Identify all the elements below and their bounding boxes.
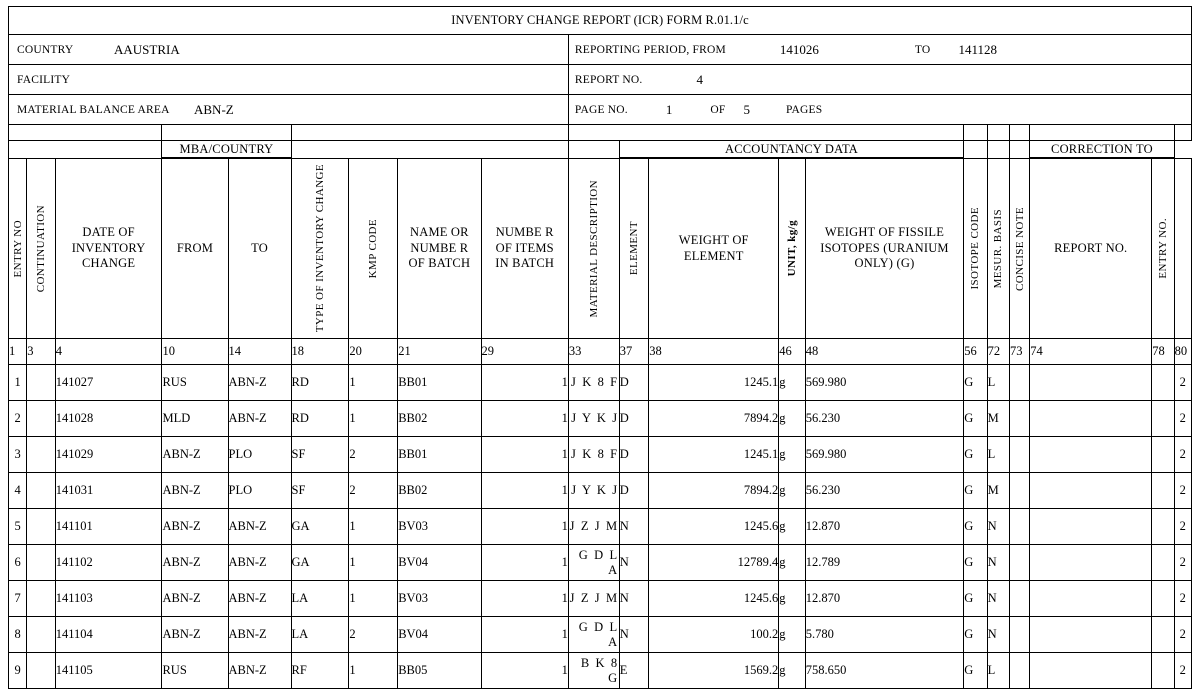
report-no-value[interactable]: 4 xyxy=(696,71,703,87)
form-header-table xyxy=(8,6,1192,125)
row-measurement-basis: N xyxy=(987,509,1009,545)
row-isotope-code: G xyxy=(964,545,987,581)
row-to: PLO xyxy=(228,437,291,473)
row-entry-no: 6 xyxy=(9,545,27,581)
col-name-or-number-of-batch: NAME OR NUMBE R OF BATCH xyxy=(398,159,481,339)
row-date: 141104 xyxy=(55,617,162,653)
row-from: ABN-Z xyxy=(162,581,228,617)
col-measurement-basis: MESUR. BASIS xyxy=(987,159,1009,339)
col-weight-of-fissile-isotopes: WEIGHT OF FISSILE ISOTOPES (URANIUM ONLY) (G) xyxy=(805,159,964,339)
row-from: RUS xyxy=(162,653,228,689)
row-type: GA xyxy=(291,545,349,581)
colnum-14: 14 xyxy=(228,339,291,365)
country-value[interactable]: AAUSTRIA xyxy=(114,41,180,57)
row-correction-report-no xyxy=(1030,545,1152,581)
colnum-4: 4 xyxy=(55,339,162,365)
row-isotope-code: G xyxy=(964,401,987,437)
row-entry-no: 3 xyxy=(9,437,27,473)
table-row[interactable] xyxy=(9,653,1192,689)
row-to: ABN-Z xyxy=(228,545,291,581)
spacer-row xyxy=(9,125,1192,141)
page-no-cell xyxy=(568,95,1191,125)
row-date: 141031 xyxy=(55,473,162,509)
row-from: ABN-Z xyxy=(162,473,228,509)
row-weight-of-element: 1245.6 xyxy=(649,581,779,617)
report-no-cell xyxy=(568,65,1191,95)
col-from: FROM xyxy=(162,159,228,339)
facility-cell xyxy=(9,65,569,95)
reporting-period-to-value[interactable]: 141128 xyxy=(958,41,997,57)
row-correction-report-no xyxy=(1030,365,1152,401)
row-isotope-code: G xyxy=(964,365,987,401)
row-unit: g xyxy=(779,509,805,545)
table-body xyxy=(9,365,1192,689)
row-material-description: J Z J M xyxy=(568,581,619,617)
row-material-description: J Y K J xyxy=(568,401,619,437)
row-weight-of-element: 7894.2 xyxy=(649,473,779,509)
row-element: N xyxy=(619,581,648,617)
row-type: LA xyxy=(291,581,349,617)
title-row xyxy=(9,7,1192,35)
row-measurement-basis: L xyxy=(987,653,1009,689)
row-weight-of-element: 1245.6 xyxy=(649,509,779,545)
row-isotope-code: G xyxy=(964,617,987,653)
col-kmp-code: KMP CODE xyxy=(349,159,398,339)
row-element: E xyxy=(619,653,648,689)
col-entry-no: ENTRY NO xyxy=(9,159,27,339)
row-entry-no: 5 xyxy=(9,509,27,545)
row-material-description: J Z J M xyxy=(568,509,619,545)
row-correction-report-no xyxy=(1030,401,1152,437)
row-material-description: J K 8 F xyxy=(568,437,619,473)
row-measurement-basis: N xyxy=(987,617,1009,653)
row-date: 141103 xyxy=(55,581,162,617)
icr-data-table xyxy=(8,124,1192,689)
row-material-description: B K 8 G xyxy=(568,653,619,689)
facility-label: FACILITY xyxy=(17,73,71,86)
row-to: ABN-Z xyxy=(228,581,291,617)
row-fissile-weight: 758.650 xyxy=(805,653,964,689)
row-correction-report-no xyxy=(1030,473,1152,509)
row-unit: g xyxy=(779,653,805,689)
reporting-period-cell xyxy=(568,35,1191,65)
row-from: RUS xyxy=(162,365,228,401)
colnum-18: 18 xyxy=(291,339,349,365)
colnum-46: 46 xyxy=(779,339,805,365)
row-correction-entry-no xyxy=(1152,653,1174,689)
row-items: 1 xyxy=(481,365,568,401)
row-correction-report-no xyxy=(1030,617,1152,653)
row-material-description: J Y K J xyxy=(568,473,619,509)
row-isotope-code: G xyxy=(964,581,987,617)
row-correction-entry-no xyxy=(1152,365,1174,401)
col-continuation: CONTINUATION xyxy=(27,159,55,339)
row-weight-of-element: 12789.4 xyxy=(649,545,779,581)
col-correction-entry-no: ENTRY NO. xyxy=(1152,159,1174,339)
row-from: ABN-Z xyxy=(162,437,228,473)
row-items: 1 xyxy=(481,401,568,437)
row-concise-note xyxy=(1009,509,1029,545)
country-period-row xyxy=(9,35,1192,65)
row-continuation xyxy=(27,365,55,401)
row-kmp-code: 1 xyxy=(349,401,398,437)
col-material-description: MATERIAL DESCRIPTION xyxy=(568,159,619,339)
row-correction-entry-no xyxy=(1152,401,1174,437)
row-fissile-weight: 12.789 xyxy=(805,545,964,581)
row-type: RD xyxy=(291,365,349,401)
row-isotope-code: G xyxy=(964,437,987,473)
group-accountancy-data: ACCOUNTANCY DATA xyxy=(619,141,964,158)
row-unit: g xyxy=(779,545,805,581)
colnum-72: 72 xyxy=(987,339,1009,365)
row-batch: BV03 xyxy=(398,509,481,545)
row-to: ABN-Z xyxy=(228,401,291,437)
table-row[interactable] xyxy=(9,437,1192,473)
row-kmp-code: 1 xyxy=(349,653,398,689)
colnum-3: 3 xyxy=(27,339,55,365)
row-entry-no: 2 xyxy=(9,401,27,437)
row-continuation xyxy=(27,653,55,689)
row-material-description: J K 8 F xyxy=(568,365,619,401)
row-batch: BB01 xyxy=(398,365,481,401)
row-items: 1 xyxy=(481,509,568,545)
row-spare: 2 xyxy=(1174,653,1191,689)
row-spare: 2 xyxy=(1174,365,1191,401)
row-batch: BB02 xyxy=(398,401,481,437)
row-kmp-code: 1 xyxy=(349,581,398,617)
colnum-33: 33 xyxy=(568,339,619,365)
row-element: D xyxy=(619,401,648,437)
colnum-48: 48 xyxy=(805,339,964,365)
row-element: D xyxy=(619,365,648,401)
row-fissile-weight: 5.780 xyxy=(805,617,964,653)
row-correction-entry-no xyxy=(1152,617,1174,653)
colnum-73: 73 xyxy=(1009,339,1029,365)
row-element: N xyxy=(619,545,648,581)
pages-label: PAGES xyxy=(785,103,823,116)
row-measurement-basis: M xyxy=(987,401,1009,437)
row-batch: BB01 xyxy=(398,437,481,473)
row-to: PLO xyxy=(228,473,291,509)
colnum-80: 80 xyxy=(1174,339,1191,365)
row-unit: g xyxy=(779,401,805,437)
row-items: 1 xyxy=(481,581,568,617)
row-batch: BV04 xyxy=(398,617,481,653)
row-type: RD xyxy=(291,401,349,437)
table-row[interactable] xyxy=(9,365,1192,401)
row-kmp-code: 2 xyxy=(349,473,398,509)
colnum-1: 1 xyxy=(9,339,27,365)
row-batch: BV03 xyxy=(398,581,481,617)
row-correction-report-no xyxy=(1030,437,1152,473)
row-entry-no: 7 xyxy=(9,581,27,617)
row-material-description: G D L A xyxy=(568,617,619,653)
row-correction-entry-no xyxy=(1152,581,1174,617)
row-entry-no: 4 xyxy=(9,473,27,509)
col-spare xyxy=(1174,159,1191,339)
row-date: 141101 xyxy=(55,509,162,545)
table-row[interactable] xyxy=(9,509,1192,545)
row-continuation xyxy=(27,545,55,581)
country-cell xyxy=(9,35,569,65)
table-row[interactable] xyxy=(9,545,1192,581)
row-concise-note xyxy=(1009,473,1029,509)
row-from: ABN-Z xyxy=(162,545,228,581)
row-correction-report-no xyxy=(1030,509,1152,545)
table-row[interactable] xyxy=(9,617,1192,653)
mba-value[interactable]: ABN-Z xyxy=(194,101,234,117)
mba-label: MATERIAL BALANCE AREA xyxy=(17,103,170,116)
row-from: ABN-Z xyxy=(162,509,228,545)
row-correction-report-no xyxy=(1030,653,1152,689)
reporting-period-label: REPORTING PERIOD, FROM xyxy=(574,43,726,56)
row-continuation xyxy=(27,509,55,545)
facility-reportno-row xyxy=(9,65,1192,95)
row-spare: 2 xyxy=(1174,509,1191,545)
row-fissile-weight: 56.230 xyxy=(805,473,964,509)
row-date: 141028 xyxy=(55,401,162,437)
page-no-value[interactable]: 1 xyxy=(665,101,673,117)
row-measurement-basis: N xyxy=(987,581,1009,617)
row-unit: g xyxy=(779,473,805,509)
row-material-description: G D L A xyxy=(568,545,619,581)
row-date: 141102 xyxy=(55,545,162,581)
colnum-74: 74 xyxy=(1030,339,1152,365)
row-concise-note xyxy=(1009,437,1029,473)
mba-cell xyxy=(9,95,569,125)
row-items: 1 xyxy=(481,653,568,689)
table-row[interactable] xyxy=(9,401,1192,437)
row-element: D xyxy=(619,473,648,509)
row-measurement-basis: L xyxy=(987,365,1009,401)
row-unit: g xyxy=(779,581,805,617)
row-measurement-basis: M xyxy=(987,473,1009,509)
table-row[interactable] xyxy=(9,581,1192,617)
col-unit: UNIT, kg/g xyxy=(779,159,805,339)
row-element: D xyxy=(619,437,648,473)
row-correction-entry-no xyxy=(1152,509,1174,545)
row-element: N xyxy=(619,509,648,545)
country-label: COUNTRY xyxy=(17,43,74,56)
table-row[interactable] xyxy=(9,473,1192,509)
group-header-row xyxy=(9,141,1192,158)
row-batch: BB02 xyxy=(398,473,481,509)
colnum-37: 37 xyxy=(619,339,648,365)
row-fissile-weight: 569.980 xyxy=(805,365,964,401)
mba-pageno-row xyxy=(9,95,1192,125)
column-header-row xyxy=(9,159,1192,339)
row-weight-of-element: 1245.1 xyxy=(649,365,779,401)
row-continuation xyxy=(27,581,55,617)
row-fissile-weight: 12.870 xyxy=(805,509,964,545)
row-concise-note xyxy=(1009,401,1029,437)
row-correction-entry-no xyxy=(1152,437,1174,473)
col-type-of-inventory-change: TYPE OF INVENTORY CHANGE xyxy=(291,159,349,339)
row-measurement-basis: L xyxy=(987,437,1009,473)
colnum-20: 20 xyxy=(349,339,398,365)
group-mba-country: MBA/COUNTRY xyxy=(162,141,291,158)
col-isotope-code: ISOTOPE CODE xyxy=(964,159,987,339)
col-concise-note: CONCISE NOTE xyxy=(1009,159,1029,339)
colnum-56: 56 xyxy=(964,339,987,365)
row-kmp-code: 1 xyxy=(349,365,398,401)
col-to: TO xyxy=(228,159,291,339)
row-concise-note xyxy=(1009,581,1029,617)
colnum-29: 29 xyxy=(481,339,568,365)
row-date: 141029 xyxy=(55,437,162,473)
row-from: ABN-Z xyxy=(162,617,228,653)
row-entry-no: 1 xyxy=(9,365,27,401)
row-spare: 2 xyxy=(1174,581,1191,617)
row-to: ABN-Z xyxy=(228,365,291,401)
row-correction-report-no xyxy=(1030,581,1152,617)
row-to: ABN-Z xyxy=(228,617,291,653)
row-element: N xyxy=(619,617,648,653)
row-fissile-weight: 12.870 xyxy=(805,581,964,617)
row-unit: g xyxy=(779,437,805,473)
row-continuation xyxy=(27,401,55,437)
row-fissile-weight: 56.230 xyxy=(805,401,964,437)
col-number-of-items-in-batch: NUMBE R OF ITEMS IN BATCH xyxy=(481,159,568,339)
colnum-78: 78 xyxy=(1152,339,1174,365)
row-concise-note xyxy=(1009,617,1029,653)
row-concise-note xyxy=(1009,653,1029,689)
column-number-row xyxy=(9,339,1192,365)
group-correction-to: CORRECTION TO xyxy=(1030,141,1174,158)
row-type: GA xyxy=(291,509,349,545)
row-batch: BV04 xyxy=(398,545,481,581)
colnum-38: 38 xyxy=(649,339,779,365)
row-kmp-code: 1 xyxy=(349,509,398,545)
row-concise-note xyxy=(1009,545,1029,581)
row-from: MLD xyxy=(162,401,228,437)
row-continuation xyxy=(27,473,55,509)
row-spare: 2 xyxy=(1174,545,1191,581)
row-type: SF xyxy=(291,473,349,509)
row-weight-of-element: 100.2 xyxy=(649,617,779,653)
col-element: ELEMENT xyxy=(619,159,648,339)
row-weight-of-element: 1569.2 xyxy=(649,653,779,689)
row-unit: g xyxy=(779,365,805,401)
col-date-of-inventory-change: DATE OF INVENTORY CHANGE xyxy=(55,159,162,339)
row-batch: BB05 xyxy=(398,653,481,689)
row-correction-entry-no xyxy=(1152,545,1174,581)
row-items: 1 xyxy=(481,545,568,581)
reporting-period-to-label: TO xyxy=(914,43,931,56)
row-spare: 2 xyxy=(1174,473,1191,509)
row-items: 1 xyxy=(481,437,568,473)
col-correction-report-no: REPORT NO. xyxy=(1030,159,1152,339)
row-spare: 2 xyxy=(1174,617,1191,653)
row-fissile-weight: 569.980 xyxy=(805,437,964,473)
row-items: 1 xyxy=(481,617,568,653)
row-items: 1 xyxy=(481,473,568,509)
row-isotope-code: G xyxy=(964,473,987,509)
row-spare: 2 xyxy=(1174,437,1191,473)
of-label: OF xyxy=(710,103,726,116)
row-entry-no: 8 xyxy=(9,617,27,653)
row-date: 141105 xyxy=(55,653,162,689)
report-no-label: REPORT NO. xyxy=(574,73,643,86)
page-total-value[interactable]: 5 xyxy=(743,101,750,117)
row-weight-of-element: 1245.1 xyxy=(649,437,779,473)
row-isotope-code: G xyxy=(964,509,987,545)
row-entry-no: 9 xyxy=(9,653,27,689)
row-to: ABN-Z xyxy=(228,653,291,689)
page-no-label: PAGE NO. xyxy=(574,103,628,116)
row-type: RF xyxy=(291,653,349,689)
row-continuation xyxy=(27,437,55,473)
row-kmp-code: 2 xyxy=(349,617,398,653)
reporting-period-from-value[interactable]: 141026 xyxy=(779,41,819,57)
row-date: 141027 xyxy=(55,365,162,401)
form-title: INVENTORY CHANGE REPORT (ICR) FORM R.01.1/c xyxy=(9,7,1192,35)
row-kmp-code: 2 xyxy=(349,437,398,473)
row-type: SF xyxy=(291,437,349,473)
row-correction-entry-no xyxy=(1152,473,1174,509)
row-weight-of-element: 7894.2 xyxy=(649,401,779,437)
colnum-21: 21 xyxy=(398,339,481,365)
row-continuation xyxy=(27,617,55,653)
row-measurement-basis: N xyxy=(987,545,1009,581)
row-type: LA xyxy=(291,617,349,653)
colnum-10: 10 xyxy=(162,339,228,365)
row-isotope-code: G xyxy=(964,653,987,689)
row-unit: g xyxy=(779,617,805,653)
row-kmp-code: 1 xyxy=(349,545,398,581)
row-spare: 2 xyxy=(1174,401,1191,437)
row-to: ABN-Z xyxy=(228,509,291,545)
col-weight-of-element: WEIGHT OF ELEMENT xyxy=(649,159,779,339)
row-concise-note xyxy=(1009,365,1029,401)
